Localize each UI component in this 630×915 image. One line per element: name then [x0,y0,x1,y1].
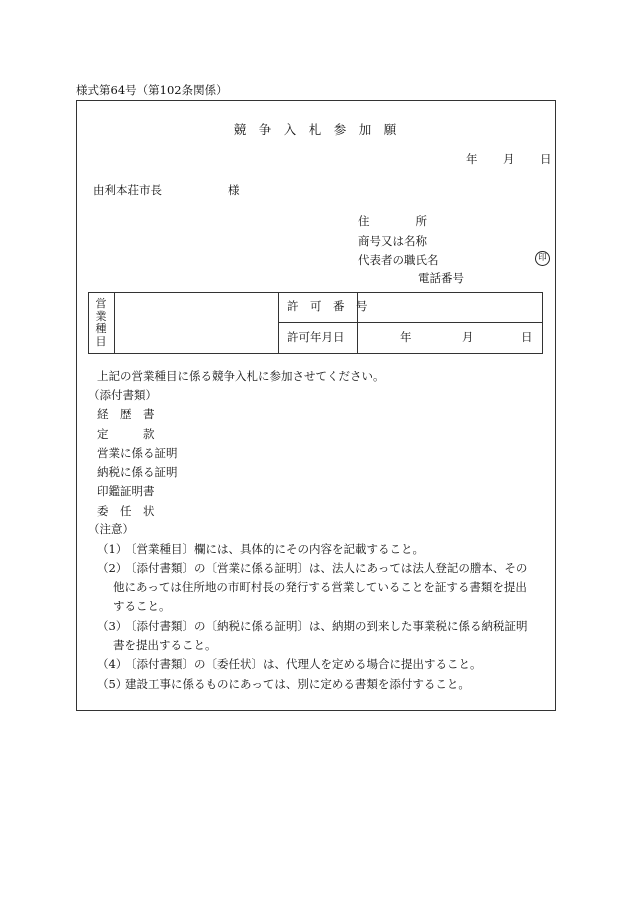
addressee: 由利本荘市長 [93,183,162,197]
permit-date-month: 月 [462,330,474,344]
applicant-name-label: 商号又は名称 [358,234,427,248]
applicant-representative-label: 代表者の職氏名 [358,253,439,267]
applicant-address-label: 住 所 [358,214,427,228]
note-number: （4） [97,657,128,671]
note-number: （3） [97,619,128,633]
attachment-item: 経 歴 書 [97,407,155,421]
seal-mark-icon: 印 [535,251,550,266]
form-number-label: 様式第64号（第102条関係） [76,83,228,97]
note-number: （5） [97,677,128,691]
note-text: 〔添付書類〕の〔委任状〕は、代理人を定める場合に提出すること。 [125,657,482,671]
note-number: （1） [97,542,128,556]
note-text: 〔添付書類〕の〔営業に係る証明〕は、法人にあっては法人登記の謄本、その [125,561,528,575]
permit-number-label: 許 可 番 号 [287,299,368,313]
note-text-continued: 他にあっては住所地の市町村長の発行する営業していることを証する書類を提出 [113,580,527,594]
note-text-continued: 書を提出すること。 [113,638,217,652]
applicant-phone-label: 電話番号 [418,271,464,285]
notes-title: （注意） [88,522,134,536]
attachments-title: （添付書類） [88,388,157,402]
note-text: 〔営業種目〕欄には、具体的にその内容を記載すること。 [125,542,424,556]
date-day-label: 日 [540,152,552,166]
request-text: 上記の営業種目に係る競争入札に参加させてください。 [97,369,385,383]
permit-date-year: 年 [400,330,412,344]
attachment-item: 委 任 状 [97,504,155,518]
note-number: （2） [97,561,128,575]
note-text-continued: すること。 [113,599,171,613]
date-month-label: 月 [503,152,515,166]
honorific: 様 [228,183,240,197]
attachment-item: 営業に係る証明 [97,446,178,460]
permit-date-day: 日 [521,330,533,344]
form-title: 競 争 入 札 参 加 願 [233,122,397,137]
attachment-item: 定 款 [97,427,155,441]
attachment-item: 印鑑証明書 [97,484,155,498]
note-text: 〔添付書類〕の〔納税に係る証明〕は、納期の到来した事業税に係る納税証明 [125,619,528,633]
business-type-label: 営業種目 [95,297,107,348]
permit-date-label: 許可年月日 [287,330,345,344]
date-year-label: 年 [466,152,478,166]
note-text: 建設工事に係るものにあっては、別に定める書類を添付すること。 [125,677,470,691]
attachment-item: 納税に係る証明 [97,465,178,479]
